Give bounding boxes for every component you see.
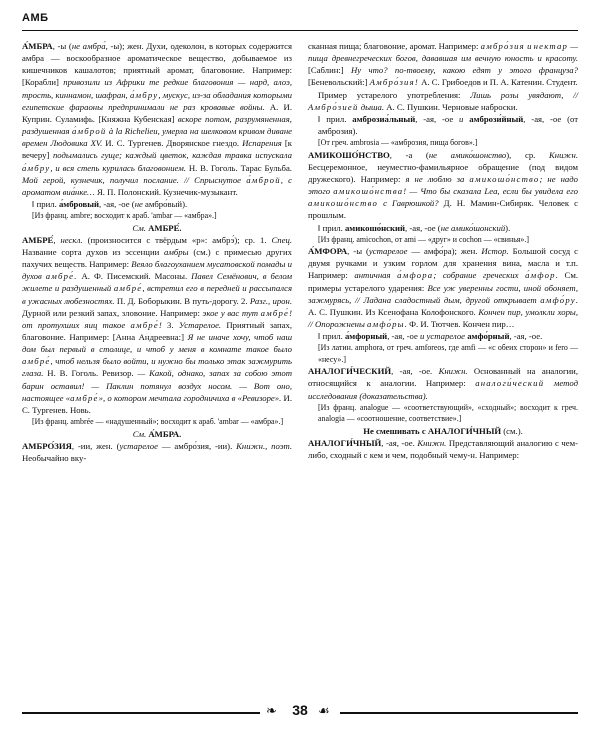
entry-amfora: А́МФОРА, -ы (устарелое — амфо́ра); жен. Истор. Большой сосуд с двумя ручками и узким горлом для хранения вина, масла и т.п. Например: античная а́мфора; собрание греческих а́мфор. См. примеры устарелого ударения: Все уж уверенны гости, иной обоняет, зажмурясь, // Ладана сладостный дым, другой открывает амфо́ру. А. С. Пушкин. Из Ксенофана Колофонского. Кончен пир, умолкли хоры, // Опорожнены амфо́ры. Ф. И. Тютчев. Кончен пир…	[308, 246, 579, 330]
headword-analogichnyy: АНАЛОГИ́ЧНЫЙ	[308, 437, 382, 448]
entry-ambre: АМБРЕ́, нескл. (произносится с твёрдым «р»: амбрэ́); ср. 1. Спец. Название сорта духов из эссенции амбры (см.) с примесью других пахучих веществ. Например: Веяло благоуханием мусатовской помады и духов амбре́. А. Ф. Писемский. Масоны. Павел Семёнович, в белом жилете и раздушенный амбре́, встретил его в передней и рассыпался в ужасных любезностях. П. Д. Боборыкин. В путь-дорогу. 2. Разг., ирон. Дурной или резкий запах, зловоние. Например: экое у вас тут амбре́! от протухших яиц такое амбре́! 3. Устарелое. Приятный запах, благовоние. Например: [Анна Андреевна:] Я не иначе хочу, чтоб наш дом был первый в столице, и чтоб у меня в комнате такое было амбре́, чтоб нельзя было войти, и нужно бы только этак зажмурить глаза. Н. В. Гоголь. Ревизор. — Какой, однако, запах за собою этот барин оставил! — Паклин потянул воздух носом. — Вот оно, настоящее «амбре́», о котором мечтала городничиха в «Ревизоре». И. С. Тургенев. Новь.	[22, 234, 293, 415]
page-number: 38	[292, 702, 308, 718]
footer-rule-left	[22, 712, 260, 714]
etymology: [Из латин. amphora, от греч. amforeos, где amfi — «с обеих сторон» и fero — «несу».]	[318, 343, 578, 364]
old-usage: Пример устарелого употребления: Лишь розы увядают, // Амбро́зией дыша. А. С. Пушкин. Черновые наброски.	[308, 89, 578, 112]
entry-ambra: А́МБРА, -ы (не амбра́, -ы); жен. Духи, одеколон, в которых содержится амбра — воскообразное ароматическое вещество, добываемое из кишечников кашалотов; приятный аромат, благовоние. Например: [Корабли] привозили из Африки те редкие благовония — нард, алоэ, трость, киннамон, шафран, а́мбру, мускус, из-за обладания которыми египетские фараоны предпринимали не раз кровавые войны. А. И. Куприн. Суламифь. [Княжна Кубенская] вскоре потом, разрумяненная, раздушенная а́мброй à la Richelieu, умерла на шелковом кривом диване времен Людовика XV. И. С. Тургенев. Дворянское гнездо. Испарения [к вечеру] подымались гуще; каждый цветок, каждая травка испускала а́мбру, и вся степь курилась благовонием. Н. В. Гоголь. Тарас Бульба. Мой герой, кузнечик, получил послание. // Спрыснутое а́мброй, с ароматом виа́нке… Я. П. Полонский. Кузнечик-музыкант.	[22, 41, 293, 197]
right-column	[308, 40, 578, 461]
etymology: [Из франц. analogue — «соответствующий», «сходный»; восходит к греч. analogia — «соотношение, соответствие».]	[318, 402, 578, 424]
headword-ambra: А́МБРА	[22, 41, 53, 51]
ornament-right-icon: ☙	[318, 704, 330, 719]
entry-analogicheskiy: АНАЛОГИ́ЧЕСКИЙ, -ая, -ое. Книжн. Основанный на аналогии, относящийся к аналогии. Например: аналоги́ческий метод исследования (доказательства).	[308, 366, 578, 401]
headword-analogicheskiy: АНАЛОГИ́ЧЕСКИЙ	[308, 366, 392, 377]
headword-ambre: АМБРЕ́	[22, 234, 54, 245]
headword-ambroziya: АМБРО́ЗИЯ	[22, 440, 72, 451]
usage-note: Не смешивать с АНАЛОГИ́ЧНЫЙ (см.).	[363, 425, 523, 436]
adjective-line: ‖ прил. амикошо́нский, -ая, -ое (не амико́шонский).	[318, 222, 511, 233]
footer-rule-right	[340, 712, 578, 714]
header-headword: АМБ	[22, 12, 49, 24]
headword-amikoshonstvo: АМИКОШО́НСТВО	[308, 149, 390, 160]
adjective-line: ‖ прил. амброзиа́льный, -ая, -ое и амбрози́йный, -ая, -ое (от амброзия).	[318, 113, 579, 137]
ornament-left-icon: ❧	[266, 704, 277, 719]
etymology: [От греч. ambrosia — «амброзия, пища богов».]	[318, 138, 478, 148]
entry-ambroziya: АМБРО́ЗИЯ, -ии, жен. (устарелое — амбро́зия, -ии). Книжн., поэт. Необычайно вку-	[22, 440, 293, 463]
adjective-line: ‖ прил. а́мбровый, -ая, -ое (не амбро́вый).	[32, 199, 188, 210]
etymology: [Из франц. amicochon, от ami — «друг» и cochon — «свинья».]	[318, 234, 529, 244]
etymology: [Из франц. ambrée — «надушенный»; восходит к араб. 'ambar — «амбра».]	[32, 417, 284, 427]
cross-reference: См. А́МБРА.	[132, 428, 182, 439]
cross-reference: См. АМБРЕ́.	[132, 222, 182, 233]
entry-analogichnyy: АНАЛОГИ́ЧНЫЙ, -ая, -ое. Книжн. Представляющий аналогию с чем-либо, сходный с кем и чем, подобный чему-н. Например:	[308, 437, 578, 460]
etymology: [Из франц. ambre; восходит к араб. 'ambar — «амбра».]	[32, 211, 217, 221]
page-footer	[22, 702, 578, 732]
running-header	[22, 8, 578, 31]
entry-amikoshonstvo: АМИКОШО́НСТВО, -а (не амико́шонство), ср. Книжн. Бесцеремонное, неуместно-фамильярное обращение (под видом дружеского). Например: я не люблю за амикошо́нство; не надо этого амикошо́нства! — Что бы сказала Lea, если бы увидела его амикошо́нство с Гаврюшкой? Д. Н. Мамин-Сибиряк. Человек с прошлым.	[308, 149, 579, 221]
headword-amfora: А́МФОРА	[308, 246, 348, 257]
left-column	[22, 40, 292, 464]
adjective-line: ‖ прил. а́мфорный, -ая, -ое и устарелое амфо́рный, -ая, -ое.	[318, 331, 543, 342]
entry-ambroziya-cont: сканная пища; благовоние, аромат. Например: амбро́зия и нектар — пища древнегреческих богов, дававшая им вечную юность и красоту. [Саблин:] Ну что? по-твоему, какою едят у этого француза? [Беневольский:] Амбро́зия! А. С. Грибоедов и П. А. Катенин. Студент.	[308, 41, 578, 88]
